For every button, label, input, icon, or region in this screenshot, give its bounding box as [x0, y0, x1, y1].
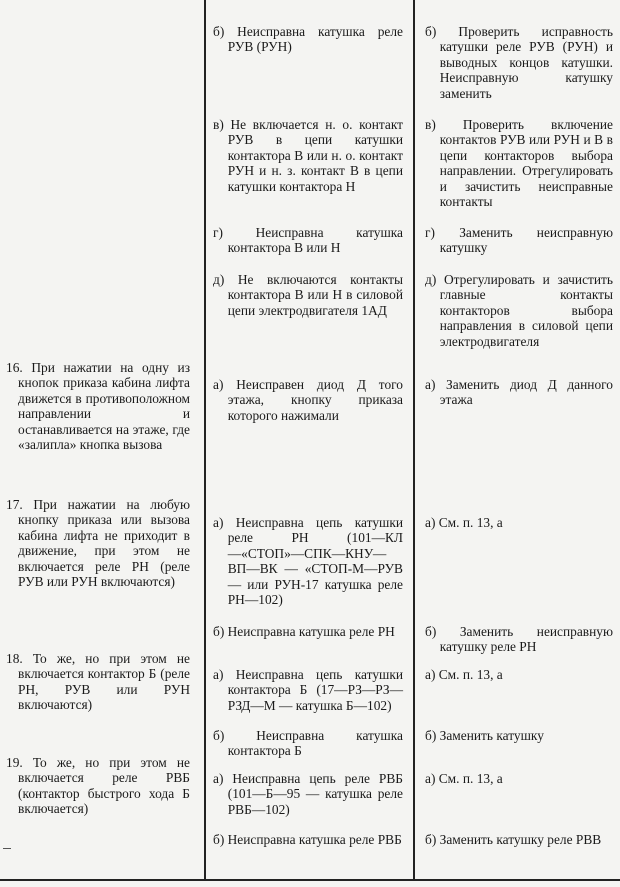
- remedy-text: а) См. п. 13, а: [425, 515, 503, 530]
- fault-text: 18. То же, но при этом не включается контактор Б (реле РН, РУВ или РУН включаются): [6, 651, 190, 713]
- cause-text: г) Неисправна катушка контактора В или Н: [213, 225, 403, 256]
- fault-text: 16. При нажатии на одну из кнопок приказа кабина лифта движется в противоположном направлении и останавливается на этаже, где «залипла» кнопка вызова: [6, 360, 190, 453]
- remedy-text: б) Заменить неисправную катушку реле РН: [425, 624, 613, 655]
- table-bottom-rule: [0, 879, 620, 881]
- remedy-text: в) Проверить включение контактов РУВ или РУН и В в цепи контакторов выбора направлении. Отрегулировать и зачистить неисправные контакты: [425, 117, 613, 210]
- remedy-text: б) Заменить катушку: [425, 728, 544, 743]
- cause-text: а) Неисправна цепь катушки реле РН (101—КЛ—«СТОП»—СПК—КНУ—ВП—ВК — «СТОП-М—РУВ — или РУН-17 катушка реле РН—102): [213, 515, 403, 608]
- cause-text: а) Неисправен диод Д того этажа, кнопку приказа которого нажимали: [213, 377, 403, 423]
- margin-mark: [3, 848, 11, 849]
- remedy-text: б) Заменить катушку реле РВВ: [425, 832, 602, 847]
- remedy-text: а) См. п. 13, а: [425, 667, 503, 682]
- column-divider-left: [204, 0, 206, 880]
- cause-text: б) Неисправна катушка реле РН: [213, 624, 395, 639]
- fault-text: 17. При нажатии на любую кнопку приказа или вызова кабина лифта не приходит в движение, при этом не включается реле РН (реле РУВ или РУН включаются): [6, 497, 190, 590]
- column-divider-right: [413, 0, 415, 880]
- remedy-text: а) См. п. 13, а: [425, 771, 503, 786]
- remedy-text: а) Заменить диод Д данного этажа: [425, 377, 613, 408]
- cause-text: б) Неисправна катушка контактора Б: [213, 728, 403, 759]
- cause-text: а) Неисправна цепь катушки контактора Б (17—РЗ—РЗ—РЗД—М — катушка Б—102): [213, 667, 403, 713]
- fault-text: 19. То же, но при этом не включается реле РВБ (контактор быстрого хода Б включается): [6, 755, 190, 817]
- cause-text: д) Не включаются контакты контактора В или Н в силовой цепи электродвигателя 1АД: [213, 272, 403, 318]
- cause-text: б) Неисправна катушка реле РУВ (РУН): [213, 24, 403, 55]
- remedy-text: б) Проверить исправность катушки реле РУВ (РУН) и выводных концов катушки. Неисправную катушку заменить: [425, 24, 613, 101]
- remedy-text: г) Заменить неисправную катушку: [425, 225, 613, 256]
- cause-text: в) Не включается н. о. контакт РУВ в цепи катушки контактора В или н. о. контакт РУН и н. з. контакт В в цепи катушки контактора Н: [213, 117, 403, 194]
- cause-text: б) Неисправна катушка реле РВБ: [213, 832, 402, 847]
- remedy-text: д) Отрегулировать и зачистить главные контакты контакторов выбора направления в силовой цепи электродвигателя: [425, 272, 613, 349]
- cause-text: а) Неисправна цепь реле РВБ (101—Б—95 — катушка реле РВБ—102): [213, 771, 403, 817]
